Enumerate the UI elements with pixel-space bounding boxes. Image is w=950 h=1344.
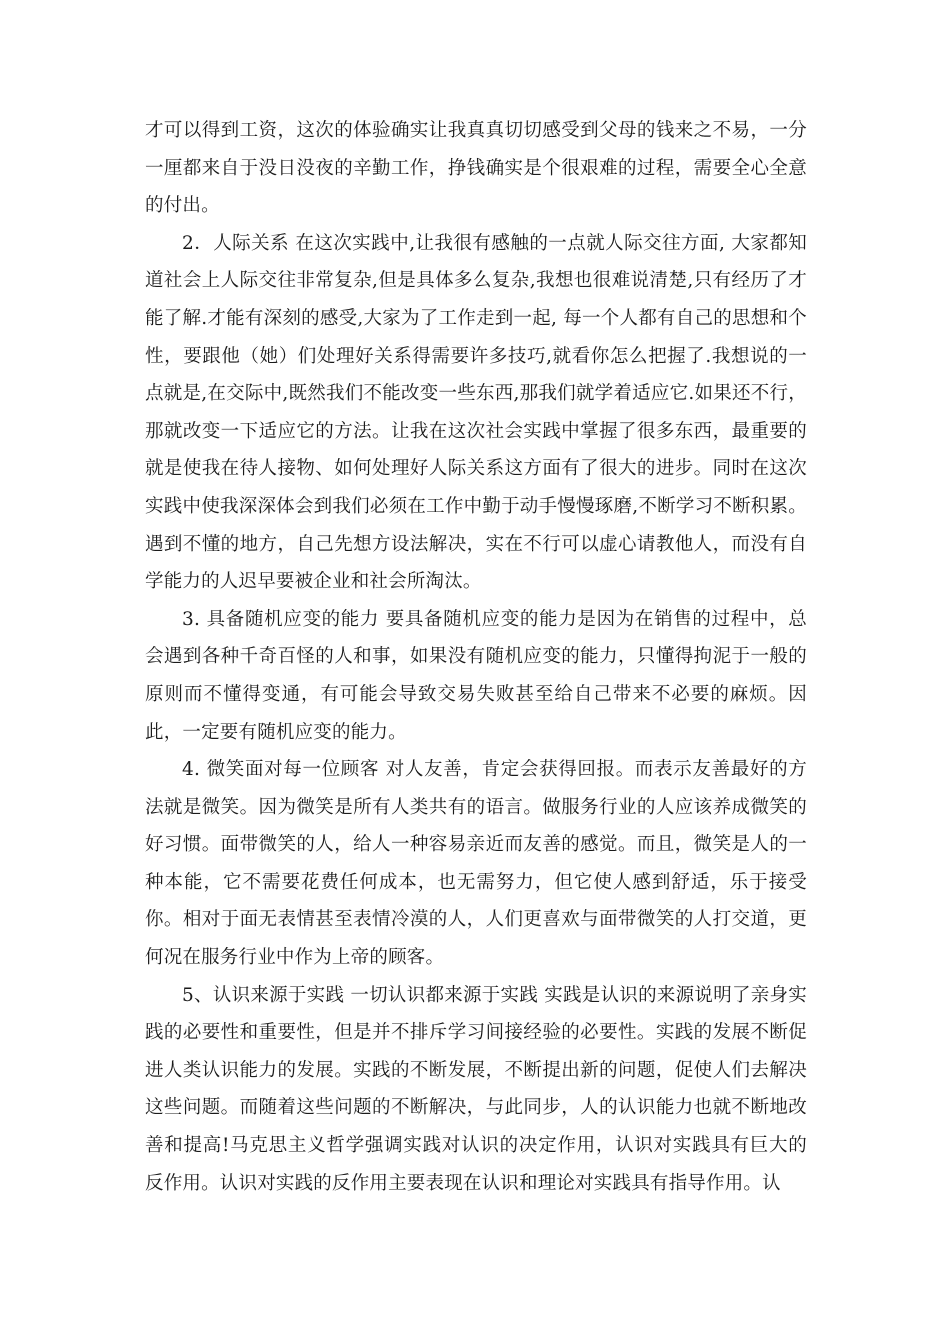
paragraph-knowledge-from-practice: 5、认识来源于实践 一切认识都来源于实践 实践是认识的来源说明了亲身实践的必要性和重要性，但是并不排斥学习间接经验的必要性。实践的发展不断促进人类认识能力的发展。实践的不断发展，不断提出新的问题，促使人们去解决这些问题。而随着这些问题的不断解决，与此同步，人的认识能力也就不断地改善和提高!马克思主义哲学强调实践对认识的决定作用，认识对实践具有巨大的反作用。认识对实践的反作用主要表现在认识和理论对实践具有指导作用。认 [145,984,807,1194]
paragraph-interpersonal-relations: 2．人际关系 在这次实践中,让我很有感触的一点就人际交往方面, 大家都知道社会上人际交往非常复杂,但是具体多么复杂,我想也很难说清楚,只有经历了才能了解.才能有深刻的感受,大家为了工作走到一起, 每一个人都有自己的思想和个性，要跟他（她）们处理好关系得需要许多技巧,就看你怎么把握了.我想说的一点就是,在交际中,既然我们不能改变一些东西,那我们就学着适应它.如果还不行，那就改变一下适应它的方法。让我在这次社会实践中掌握了很多东西，最重要的就是使我在待人接物、如何处理好人际关系这方面有了很大的进步。同时在这次实践中使我深深体会到我们必须在工作中勤于动手慢慢琢磨,不断学习不断积累。遇到不懂的地方，自己先想方设法解决，实在不行可以虚心请教他人，而没有自学能力的人迟早要被企业和社会所淘汰。 [145,232,807,593]
paragraph-adaptability: 3. 具备随机应变的能力 要具备随机应变的能力是因为在销售的过程中，总会遇到各种千奇百怪的人和事，如果没有随机应变的能力，只懂得拘泥于一般的原则而不懂得变通，有可能会导致交易失败甚至给自己带来不必要的麻烦。因此，一定要有随机应变的能力。 [145,608,807,743]
paragraph-continuation: 才可以得到工资，这次的体验确实让我真真切切感受到父母的钱来之不易，一分一厘都来自于没日没夜的辛勤工作，挣钱确实是个很艰难的过程，需要全心全意的付出。 [145,120,807,217]
document-body [145,112,807,1202]
paragraph-smile-customers: 4. 微笑面对每一位顾客 对人友善，肯定会获得回报。而表示友善最好的方法就是微笑。因为微笑是所有人类共有的语言。做服务行业的人应该养成微笑的好习惯。面带微笑的人，给人一种容易亲近而友善的感觉。而且，微笑是人的一种本能，它不需要花费任何成本，也无需努力，但它使人感到舒适，乐于接受你。相对于面无表情甚至表情冷漠的人，人们更喜欢与面带微笑的人打交道，更何况在服务行业中作为上帝的顾客。 [145,759,807,969]
